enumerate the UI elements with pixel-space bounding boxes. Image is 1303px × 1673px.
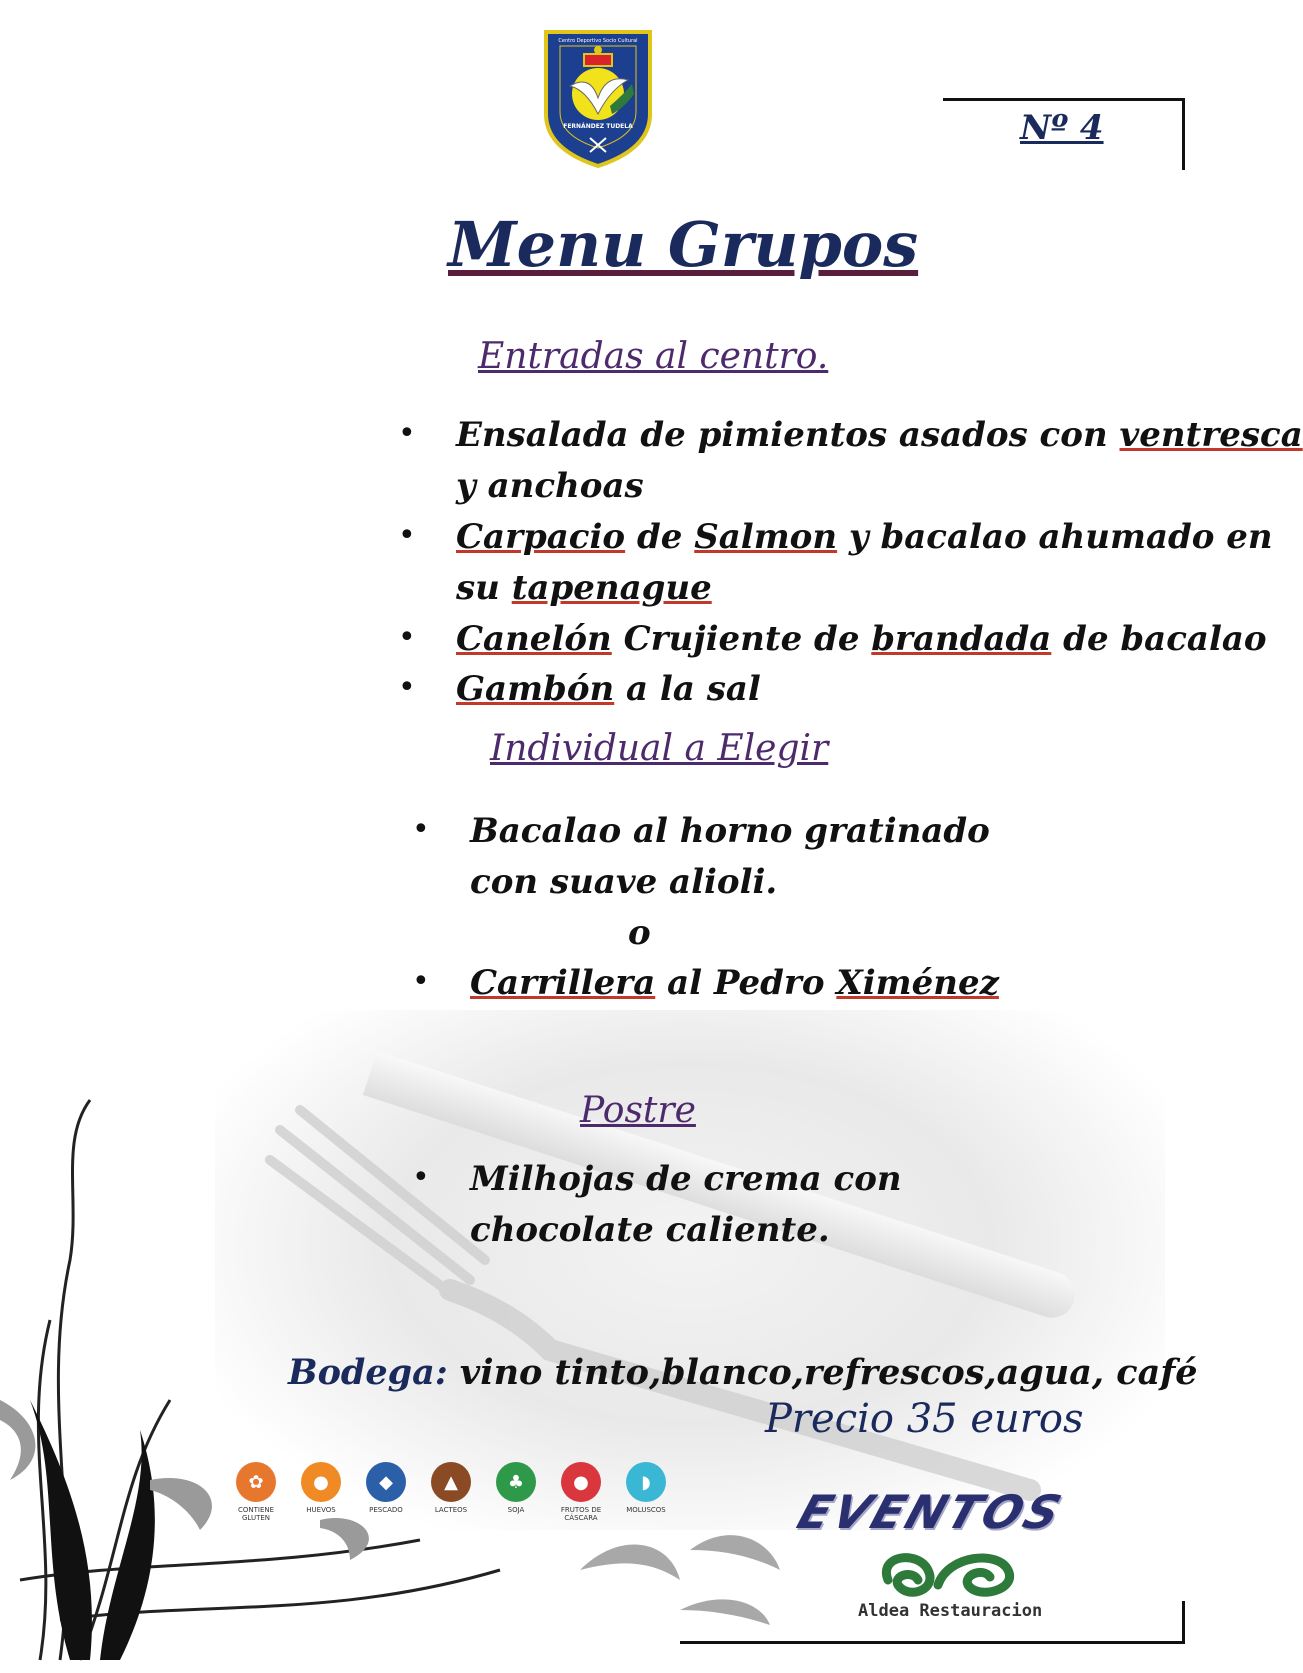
choice-separator: o	[628, 913, 651, 953]
item-text-underlined: Ximénez	[836, 963, 999, 1003]
fish-icon: ◆	[366, 1462, 406, 1502]
item-text: y bacalao ahumado en	[837, 517, 1273, 557]
aldea-restauracion-text: Aldea Restauracion	[858, 1601, 1043, 1621]
bodega-text: vino tinto,blanco,refrescos,agua, café	[447, 1352, 1198, 1393]
item-text-underlined: Gambón	[456, 669, 615, 709]
eggs-icon: ●	[301, 1462, 341, 1502]
allergen-label: SOJA	[507, 1506, 525, 1514]
allergen-item	[289, 1462, 353, 1522]
allergen-item	[484, 1462, 548, 1522]
nut-icon: ●	[561, 1462, 601, 1502]
section-heading-postre: Postre	[580, 1090, 696, 1131]
allergen-item	[549, 1462, 613, 1522]
item-text: chocolate caliente.	[470, 1210, 830, 1250]
item-text: Bacalao al horno gratinado	[470, 811, 990, 851]
frame-line-top	[943, 98, 1185, 101]
bodega-line	[288, 1352, 1198, 1393]
page-title: Menu Grupos	[448, 208, 919, 281]
allergen-legend	[224, 1462, 678, 1522]
shell-icon: ◗	[626, 1462, 666, 1502]
club-badge-logo	[540, 24, 656, 170]
allergen-item	[224, 1462, 288, 1522]
item-text-underlined: Carpacio	[456, 517, 626, 557]
allergen-item	[419, 1462, 483, 1522]
badge-text-bottom: FERNÁNDEZ TUDELA	[563, 123, 633, 130]
allergen-label: FRUTOS DE CÁSCARA	[560, 1506, 602, 1522]
menu-number: Nº 4	[1020, 108, 1104, 148]
item-text: con suave alioli.	[470, 862, 778, 902]
price: Precio 35 euros	[765, 1396, 1084, 1442]
item-text-underlined: brandada	[871, 619, 1052, 659]
item-text: Milhojas de crema con	[470, 1159, 902, 1199]
allergen-label: HUEVOS	[306, 1506, 336, 1514]
item-text-underlined: Canelón	[456, 619, 612, 659]
section-heading-individual: Individual a Elegir	[490, 728, 829, 769]
bodega-label: Bodega:	[288, 1352, 448, 1393]
eventos-logo: EVENTOS	[791, 1485, 1071, 1539]
milk-icon: ▲	[431, 1462, 471, 1502]
section-heading-entradas: Entradas al centro.	[478, 336, 829, 377]
item-text: a la sal	[614, 669, 761, 709]
allergen-label: CONTIENE GLUTEN	[237, 1506, 275, 1522]
allergen-item	[354, 1462, 418, 1522]
floral-ornament-right	[560, 1510, 810, 1630]
item-text: Ensalada de pimientos asados con	[456, 415, 1120, 455]
item-text: de bacalao	[1051, 619, 1267, 659]
badge-text-top: Centro Deportivo Socio Cultural	[558, 38, 638, 44]
item-text-underlined: Carrillera	[470, 963, 656, 1003]
item-text-underlined: tapenague	[511, 568, 712, 608]
allergen-label: LACTEOS	[434, 1506, 468, 1514]
allergen-label: PESCADO	[369, 1506, 403, 1514]
item-text: y anchoas	[456, 466, 644, 506]
item-text: de	[625, 517, 695, 557]
wheat-icon: ✿	[236, 1462, 276, 1502]
allergen-label: MOLUSCOS	[626, 1506, 666, 1514]
soy-icon: ♣	[496, 1462, 536, 1502]
item-text: su	[456, 568, 512, 608]
aldea-swirl-logo	[868, 1545, 1028, 1605]
item-text-underlined: Salmon	[694, 517, 838, 557]
frame-line-top-right	[1182, 98, 1185, 170]
allergen-item	[614, 1462, 678, 1522]
item-text: al Pedro	[655, 963, 837, 1003]
frame-line-bottom-right	[1182, 1601, 1185, 1644]
frame-line-bottom	[680, 1641, 1185, 1644]
item-text-underlined: ventresca	[1119, 415, 1303, 455]
item-text: Crujiente de	[611, 619, 872, 659]
